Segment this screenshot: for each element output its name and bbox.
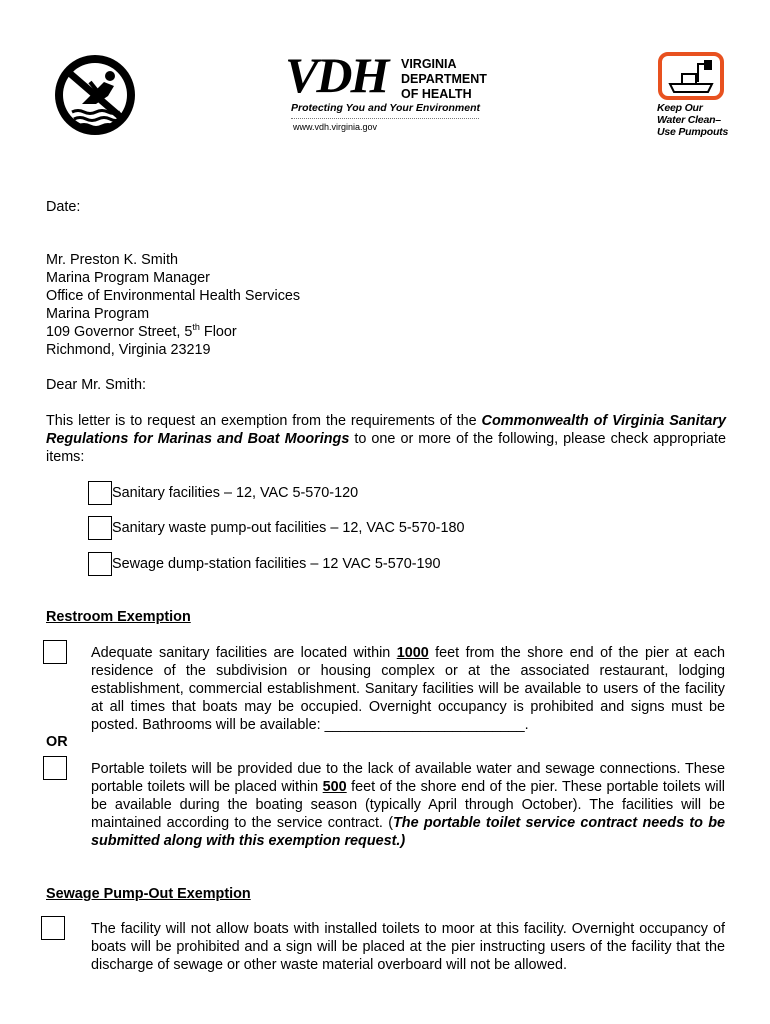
pump-out-facilities-label: Sanitary waste pump-out facilities – 12, VAC 5-570-180 [112,520,465,536]
recipient-program: Marina Program [46,306,150,322]
pumpout-boat-icon [658,52,724,100]
recipient-street [46,323,237,341]
distance-500: 500 [322,779,347,795]
vdh-letters: VDH [285,47,388,103]
portable-text-b: feet of the shore end of the pier. These portable toilets will be available during the boating season (typically April through October). The facilities will be maintained according to the service contract. ( [91,779,725,831]
vdh-website: www.vdh.virginia.gov [293,122,378,132]
vdh-tagline: Protecting You and Your Environment [291,102,481,114]
intro-paragraph [46,412,726,466]
pumpout-line-3: Use Pumpouts [657,126,729,138]
adequate-text-b: feet from the shore end of the pier at each residence of the subdivision or housing complex or at the associated restaurant, lodging establishment, commercial establishment. Sanitary facilities will be available to users of the facility at all times that boats may be occupied. Overnight occupancy is prohibited and signs must be posted. Bathrooms will be available: _________________________. [91,645,725,733]
pumpout-line-1: Keep Our [657,102,703,114]
distance-1000: 1000 [396,645,429,661]
street-superscript: th [192,322,200,333]
contract-note: The portable toilet service contract needs to be submitted along with this exemption request.) [91,815,725,849]
no-toilet-boats-text: The facility will not allow boats with installed toilets to moor at this facility. Overnight occupancy of boats will be prohibited and a sign will be placed at the pier instructing users of the facility that the discharge of sewage or other waste material overboard will not be allowed. [91,921,725,973]
pumpout-logo [655,52,735,144]
portable-text-a: Portable toilets will be provided due to the lack of available water and sewage connections. These portable toilets will be placed within [91,761,725,795]
dump-station-label: Sewage dump-station facilities – 12 VAC 5-570-190 [112,556,441,572]
dept-line-2: DEPARTMENT [401,72,487,86]
intro-part-1: This letter is to request an exemption from the requirements of the [46,413,482,429]
date-label: Date: [46,199,81,215]
recipient-city: Richmond, Virginia 23219 [46,342,211,358]
restroom-exemption-heading: Restroom Exemption [46,609,191,625]
dump-station-checkbox[interactable] [88,552,112,576]
pumpout-line-2: Water Clean– [657,114,721,126]
pump-out-facilities-checkbox[interactable] [88,516,112,540]
vdh-logo [285,47,487,134]
sewage-exemption-heading: Sewage Pump-Out Exemption [46,886,251,902]
dept-line-3: OF HEALTH [401,87,472,101]
recipient-office: Office of Environmental Health Services [46,288,301,304]
intro-part-2: to one or more of the following, please check appropriate items: [46,431,726,465]
no-toilet-boats-checkbox[interactable] [41,916,65,940]
salutation: Dear Mr. Smith: [46,377,146,393]
street-floor: Floor [199,324,237,340]
pumpout-slogan [657,102,728,138]
sanitary-facilities-checkbox[interactable] [88,481,112,505]
dept-line-1: VIRGINIA [401,57,457,71]
adequate-facilities-text [91,644,725,734]
or-label: OR [46,734,68,750]
portable-toilets-checkbox[interactable] [43,756,67,780]
street-main: 109 Governor Street, 5 [46,324,193,340]
recipient-title: Marina Program Manager [46,270,210,286]
adequate-text-a: Adequate sanitary facilities are located within [91,645,397,661]
no-discharge-logo [52,52,138,138]
tagline-rule [291,118,479,119]
recipient-name: Mr. Preston K. Smith [46,252,178,268]
regulations-title: Commonwealth of Virginia Sanitary Regulations for Marinas and Boat Moorings [46,413,726,447]
portable-toilets-text [91,760,725,850]
adequate-facilities-checkbox[interactable] [43,640,67,664]
sanitary-facilities-label: Sanitary facilities – 12, VAC 5-570-120 [112,485,359,501]
